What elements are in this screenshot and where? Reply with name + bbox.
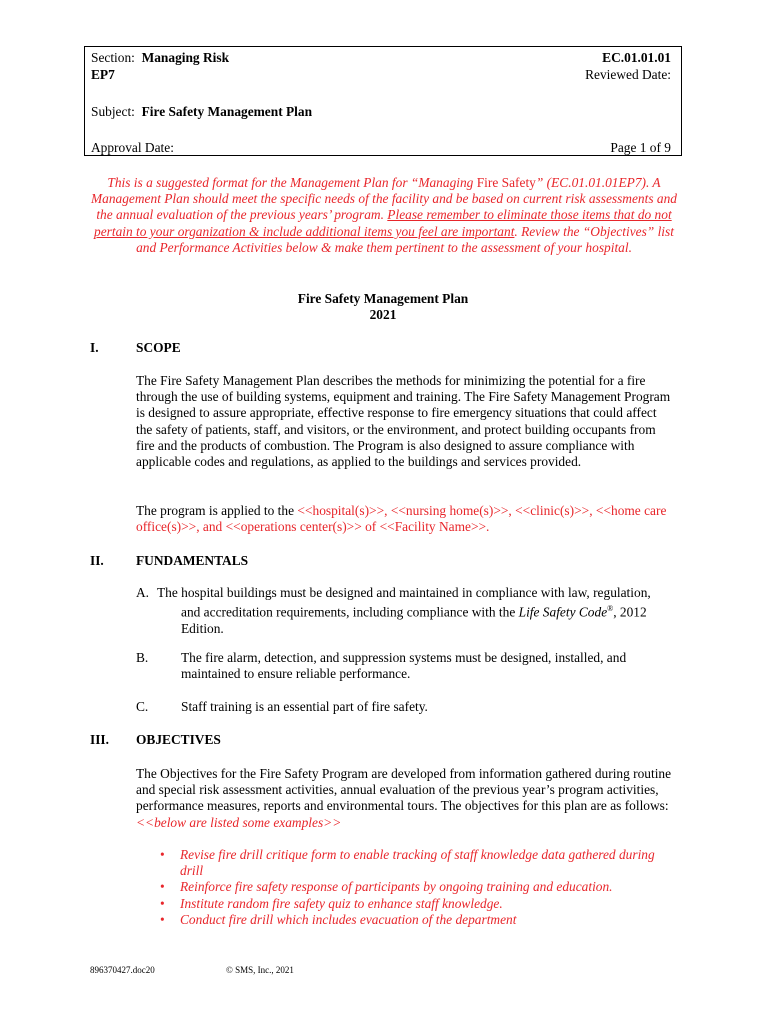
objectives-lead: The Objectives for the Fire Safety Program are developed from information gathered during routine and special risk assessment activities, annual evaluation of the previous year’s program activities, performance measures, reports and environmental tours. The objectives for this plan are as follows: [136,766,672,814]
title-line-1: Fire Safety Management Plan [297,291,469,306]
subject-value: Fire Safety Management Plan [141,104,313,119]
section-value: Managing Risk [141,50,230,65]
subject-field [91,103,312,120]
standard-code: EC.01.01.01 [602,50,671,65]
scope-application-paragraph [136,503,676,535]
section-title: OBJECTIVES [136,732,221,747]
item-text-rest [181,601,676,637]
list-item [160,912,680,928]
life-safety-code-title: Life Safety Code [518,604,608,620]
notice-text-3: . Review the “Objectives” list and Performance Activities below & make them pertinent to the assessment of your hospital. [136,223,674,255]
objectives-paragraph [136,766,676,831]
registered-mark: ® [607,604,614,614]
bullet-icon: • [160,911,165,927]
template-notice [88,175,680,256]
header-divider [85,155,657,156]
subject-label: Subject: [91,104,135,119]
page-number: Page 1 of 9 [610,140,671,155]
fundamental-item-a [136,585,676,635]
section-heading-scope [90,340,181,356]
ep-code: EP7 [91,67,115,82]
list-item [160,847,680,879]
notice-text-1: This is a suggested format for the Management Plan for “Managing [107,175,477,190]
notice-underlined: Please remember to eliminate those items that do not pertain to your organization & include additional items you feel are important [94,207,672,239]
section-label: Section: [91,50,135,65]
bullet-icon: • [160,879,165,895]
footer-docname: 896370427.doc20 [90,965,155,975]
fundamental-item-c [136,699,676,717]
section-field [91,49,229,66]
scope-paragraph: The Fire Safety Management Plan describes the methods for minimizing the potential for a fire through the use of building systems, equipment and training. The Fire Safety Management Program is designed to assure appropriate, effective response to fire emergency situations that could affect the safety of patients, staff, and visitors, or the environment, and protect building occupants from fire and the products of combustion. The Program is also designed to assure compliance with applicable codes and regulations, as applied to the buildings and services provided. [136,373,671,470]
footer-copyright: © SMS, Inc., 2021 [226,965,294,975]
section-heading-objectives [90,732,221,748]
item-label: B. [136,650,149,665]
list-item-text: Revise fire drill critique form to enable tracking of staff knowledge data gathered during drill [180,847,655,879]
section-number: II. [90,553,104,568]
bullet-icon: • [160,895,165,911]
section-number: I. [90,340,99,355]
approval-date-label: Approval Date: [91,140,174,155]
list-item [160,896,680,912]
item-text-b: , 2012 Edition. [181,604,647,636]
objectives-list [160,847,680,928]
notice-text-2: ” (EC.01.01.01EP7). A Management Plan should meet the specific needs of the facility and be based on current risk assessments and the annual evaluation of the previous years’ program. [91,175,677,223]
item-text: Staff training is an essential part of fire safety. [181,699,428,714]
objectives-placeholder: <<below are listed some examples>> [136,814,342,830]
fundamental-item-b [136,650,676,684]
reviewed-date-label: Reviewed Date: [585,67,671,82]
list-item-text: Reinforce fire safety response of participants by ongoing training and education. [180,879,613,895]
bullet-icon: • [160,847,165,862]
scope-application-lead: The program is applied to the [136,503,298,518]
section-title: FUNDAMENTALS [136,553,249,568]
section-title: SCOPE [136,340,181,355]
list-item [160,879,680,895]
item-label: A. [136,585,150,600]
item-text-a: and accreditation requirements, including compliance with the [181,604,519,620]
scope-application-placeholders: <<hospital(s)>>, <<nursing home(s)>>, <<clinic(s)>>, <<home care office(s)>>, and <<operations center(s)>> of <<Facility Name>>. [136,503,667,535]
item-text-first: The hospital buildings must be designed and maintained in compliance with law, regulation, [157,585,651,600]
list-item-text: Conduct fire drill which includes evacuation of the department [180,911,517,927]
notice-text-topic: Fire Safety [476,175,536,190]
section-number: III. [90,732,109,747]
list-item-text: Institute random fire safety quiz to enhance staff knowledge. [180,895,503,911]
item-text: The fire alarm, detection, and suppression systems must be designed, installed, and maintained to ensure reliable performance. [181,650,627,682]
title-year: 2021 [369,307,397,322]
document-title [84,291,682,323]
section-heading-fundamentals [90,553,248,569]
item-label: C. [136,699,149,714]
header-box [84,46,682,156]
